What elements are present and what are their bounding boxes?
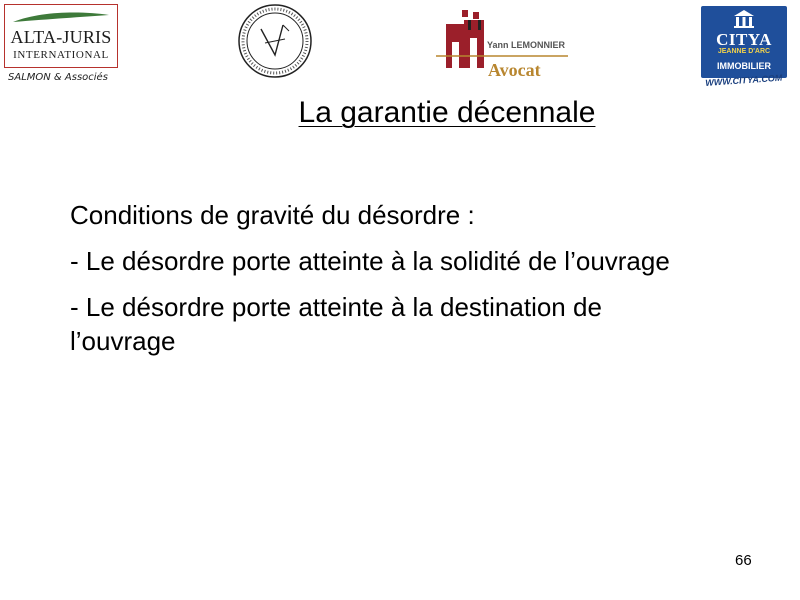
alta-juris-tagline: SALMON & Associés [8, 72, 108, 83]
leaf-icon [11, 9, 111, 25]
lemonnier-name: Yann LEMONNIER [487, 40, 566, 50]
alta-juris-logo [4, 4, 124, 88]
alta-juris-subtitle: INTERNATIONAL [13, 49, 109, 61]
divider-line [436, 54, 568, 58]
alta-juris-name: ALTA-JURIS [10, 27, 112, 47]
alta-juris-frame [4, 4, 118, 68]
seal-icon [237, 3, 313, 79]
citya-badge [701, 6, 787, 78]
citya-logo [701, 6, 793, 92]
bullet-destination: - Le désordre porte atteinte à la destination de l’ouvrage [70, 292, 602, 356]
citya-url: WWW.CITYA.COM [705, 72, 783, 88]
lemonnier-logo [436, 6, 568, 86]
page-number: 66 [735, 552, 752, 569]
citya-name: CITYA [716, 30, 772, 49]
seal-logo [237, 3, 313, 79]
slide-title: La garantie décennale [298, 96, 596, 129]
citya-subtitle: JEANNE D'ARC [717, 48, 771, 55]
conditions-heading: Conditions de gravité du désordre : [70, 200, 475, 230]
lemonnier-title: Avocat [488, 60, 541, 80]
bullet-solidite: - Le désordre porte atteinte à la solidité de l’ouvrage [70, 246, 670, 276]
citya-immobilier: IMMOBILIER [717, 61, 771, 71]
slide-body [70, 198, 690, 370]
building-icon [442, 8, 492, 70]
temple-icon [732, 9, 756, 29]
